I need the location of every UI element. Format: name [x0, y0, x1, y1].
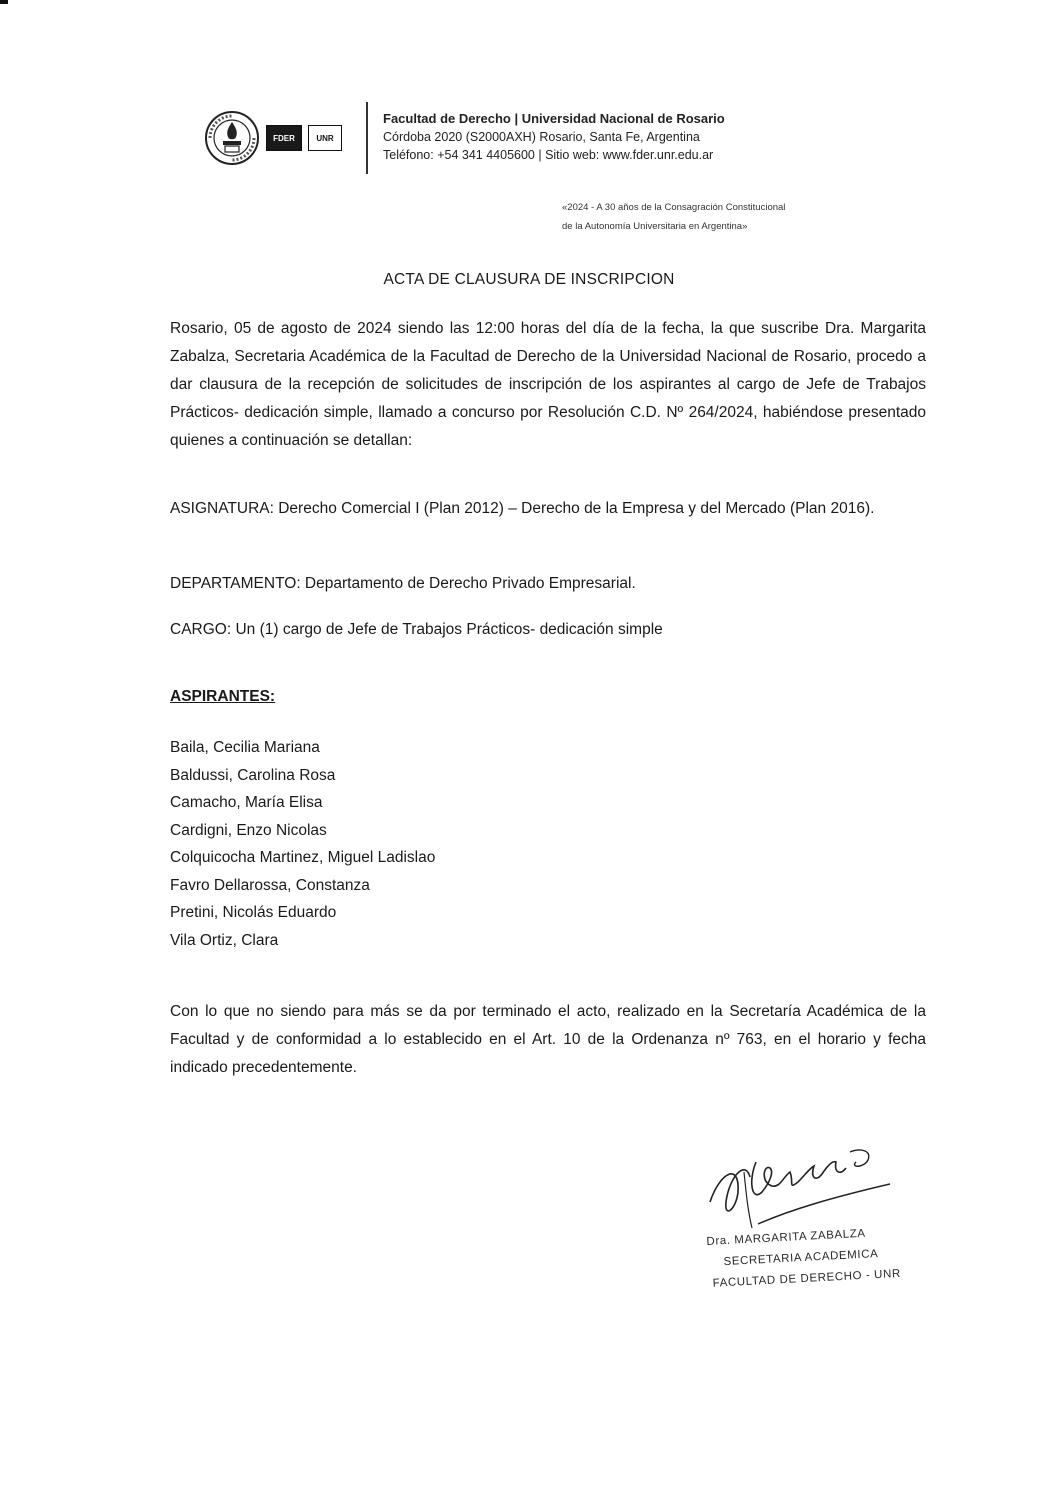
motto-line-1: «2024 - A 30 años de la Consagración Constitucional [562, 202, 786, 213]
document-title: ACTA DE CLAUSURA DE INSCRIPCION [383, 271, 675, 288]
aspirantes-heading: ASPIRANTES: [170, 688, 276, 705]
closing-paragraph: Con lo que no siendo para más se da por terminado el acto, realizado en la Secretaría Académica de la Facultad y de conformidad a lo establecido en el Art. 10 de la Ordenanza nº 763, en el horario y fecha indicado precedentemente. [170, 1003, 926, 1076]
list-item: Cardigni, Enzo Nicolas [170, 821, 327, 839]
motto-line-2: de la Autonomía Universitaria en Argentina» [562, 221, 748, 232]
institution-header [383, 110, 725, 164]
list-item: Colquicocha Martinez, Miguel Ladislao [170, 849, 436, 866]
intro-paragraph: Rosario, 05 de agosto de 2024 siendo las 12:00 horas del día de la fecha, la que suscribe Dra. Margarita Zabalza, Secretaria Académica de la Facultad de Derecho de la Universidad Nacional de Rosario, procedo a dar clausura de la recepción de solicitudes de inscripción de los aspirantes al cargo de Jefe de Trabajos Prácticos- dedicación simple, llamado a concurso por Resolución C.D. Nº 264/2024, habiéndose presentado quienes a continuación se detallan: [170, 320, 926, 449]
commemorative-motto [562, 198, 785, 236]
stamp-name: Dra. MARGARITA ZABALZA [706, 1227, 866, 1248]
list-item: Favro Dellarossa, Constanza [170, 876, 370, 894]
university-seal-icon [204, 110, 260, 166]
list-item: Baldussi, Carolina Rosa [170, 766, 336, 784]
faculty-name: Facultad de Derecho | Universidad Nacional de Rosario [383, 111, 725, 126]
list-item: Camacho, María Elisa [170, 794, 323, 811]
fder-logo: FDER [266, 125, 302, 151]
stamp-role: SECRETARIA ACADEMICA [723, 1248, 879, 1269]
contact-info: Teléfono: +54 341 4405600 | Sitio web: www.fder.unr.edu.ar [383, 148, 714, 162]
departamento-paragraph: DEPARTAMENTO: Departamento de Derecho Privado Empresarial. [170, 575, 636, 592]
list-item: Vila Ortiz, Clara [170, 931, 279, 949]
address: Córdoba 2020 (S2000AXH) Rosario, Santa Fe, Argentina [383, 130, 700, 144]
stamp-institution: FACULTAD DE DERECHO - UNR [712, 1267, 902, 1290]
asignatura-paragraph: ASIGNATURA: Derecho Comercial I (Plan 2012) – Derecho de la Empresa y del Mercado (Plan 2016). [170, 500, 875, 517]
header-divider [366, 102, 368, 174]
scan-mark [0, 0, 8, 4]
header-logos [204, 110, 342, 166]
list-item: Baila, Cecilia Mariana [170, 739, 320, 756]
signature-stamp [706, 1222, 901, 1295]
unr-logo: UNR [308, 125, 342, 151]
aspirantes-list [170, 734, 435, 954]
cargo-paragraph: CARGO: Un (1) cargo de Jefe de Trabajos Prácticos- dedicación simple [170, 621, 663, 638]
list-item: Pretini, Nicolás Eduardo [170, 904, 337, 921]
